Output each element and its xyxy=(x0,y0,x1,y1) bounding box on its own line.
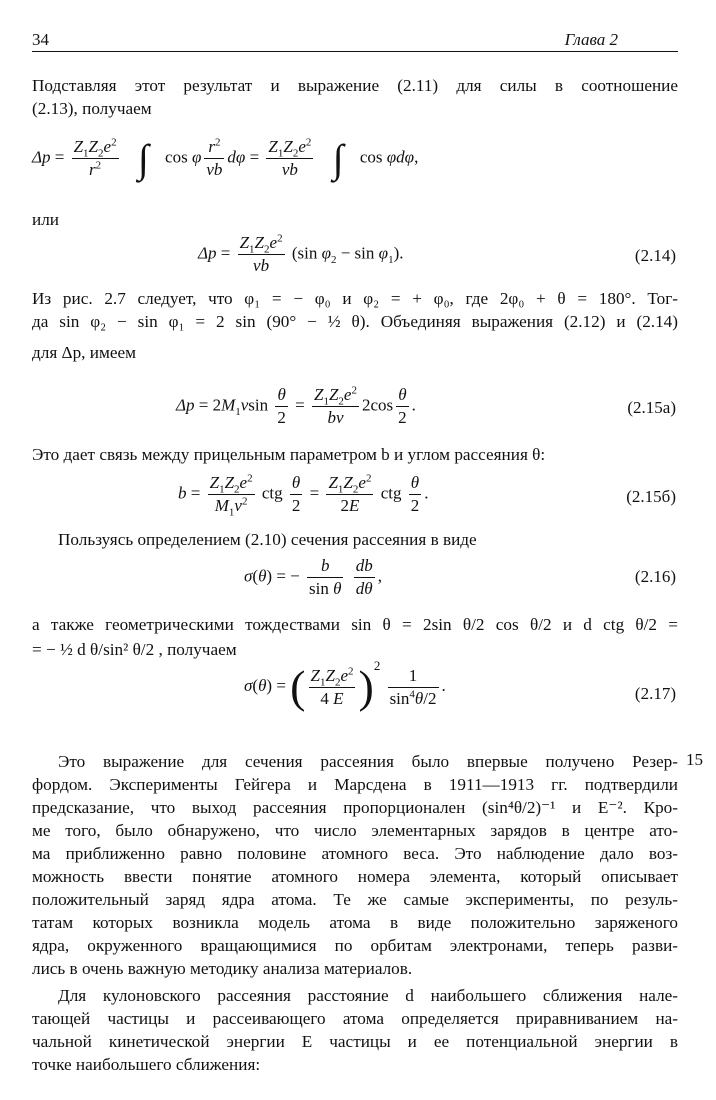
paragraph-6: Это выражение для сечения рассеяния было впервые получено Резер- фордом. Эксперименты Гейгера и Марсдена в 1911—1913 гг. подтвердили предсказание, что выход рассеяния пропорционален (sin⁴θ/2)⁻¹ и E⁻². Кро- ме того, было обнаружено, что число элементарных зарядов в центре ато- ма приближенно равно половине атомного веса. Это наблюдение дало воз- можность ввести понятие атомного номера элемента, который описывает положительный заряд ядра атома. Те же самые эксперименты, по резуль- татам которых возникла модель атома в виде положительно заряженого ядра, окруженного вращающимися по орбитам электронами, теперь разви- лись в очень важную методику анализа материалов. xyxy=(32,752,678,978)
equation-number-2-15a: (2.15a) xyxy=(627,398,676,417)
equation-2-14: Δp = $\frac{Z_1Z_2e^2}{vb}$ (sin $\varphi_2 - \sin \varphi_1$). xyxy=(198,232,404,275)
equation-2-15a: $\Delta p = 2M_1vsin$ $\frac{\theta}{2}$ = $\frac{Z_1Z_2e^2}{bv}$ 2cos $\frac{\theta}{2}$ . xyxy=(176,384,416,427)
paragraph-5: а также геометрическими тождествами sin θ = 2sin θ/2 cos θ/2 и d ctg θ/2 = = − ½ d θ/sin² θ/2 , получаем xyxy=(32,615,678,659)
equation-2-15b: b = $\frac{Z_1Z_2e^2}{M_1v^2}$ ctg $\frac{\theta}{2}$ = $\frac{Z_1Z_2e^2}{2E}$ ctg $\frac{\theta}{2}$ . xyxy=(178,472,429,519)
header-rule xyxy=(32,51,678,52)
equation-number-2-17: (2.17) xyxy=(634,684,676,703)
paragraph-2: Из рис. 2.7 следует, что φ₁ = − φ₀ и φ₂ = + φ₀, где 2φ₀ + θ = 180°. Тог- да sin φ₂ − sin φ₁ = 2 sin (90° − ½ θ). Объединяя выражения (2.12) и (2.14) для Δp, имеем xyxy=(32,289,678,362)
equation-number-2-16: (2.16) xyxy=(634,567,676,586)
margin-number: 15 xyxy=(686,750,703,769)
page-number: 34 xyxy=(32,30,49,49)
equation-2-16: σ(θ) = − $\frac{b}{\text{sin θ}}$ $\frac{db}{d\theta}$ , xyxy=(244,556,382,598)
equation-number-2-15b: (2.15б) xyxy=(626,487,676,506)
paragraph-4: Пользуясь определением (2.10) сечения рассеяния в виде xyxy=(58,530,477,549)
equation-number-2-14: (2.14) xyxy=(634,246,676,265)
word-or: или xyxy=(32,210,59,229)
equation-2-17: σ(θ) = ( $\frac{Z_1Z_2e^2}{4 E}$ )$^2$ $\frac{1}{\sin^4\theta/2}$ . xyxy=(244,658,446,712)
chapter-title: Глава 2 xyxy=(564,30,618,49)
equation-dp-integral: Δp = $\frac{Z_1Z_2e^2}{r^2}$ ∫ cos φ $\frac{r^2}{vb}$ dφ = $\frac{Z_1Z_2e^2}{vb}$ ∫ cos φdφ, xyxy=(32,135,419,181)
paragraph-3: Это дает связь между прицельным параметром b и углом рассеяния θ: xyxy=(32,445,546,464)
paragraph-1: Подставляя этот результат и выражение (2.11) для силы в соотношение (2.13), получаем xyxy=(32,76,678,118)
paragraph-7: Для кулоновского рассеяния расстояние d наибольшего сближения нале- тающей частицы и рассеивающего атома определяется приравниванием на- чальной кинетической энергии E частицы и ее потенциальной энергии в точке наибольшего сближения: xyxy=(32,986,678,1074)
page-header xyxy=(32,28,680,52)
